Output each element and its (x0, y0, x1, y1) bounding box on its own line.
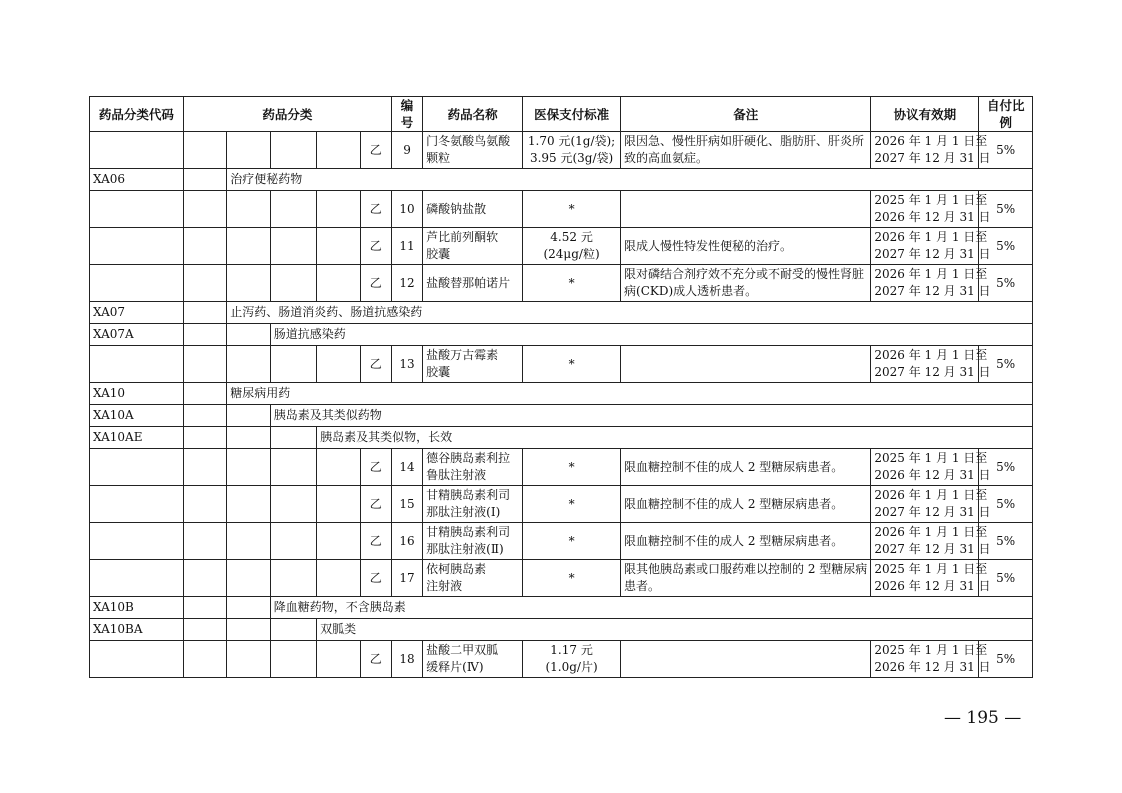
self-pay-ratio: 5% (979, 641, 1033, 678)
category-label: 胰岛素及其类似药物 (270, 405, 1032, 427)
category-code: XA10A (90, 405, 184, 427)
category-row (90, 169, 1033, 191)
payment-standard: * (523, 560, 621, 597)
note: 限成人慢性特发性便秘的治疗。 (621, 228, 871, 265)
insurance-type: 乙 (360, 560, 391, 597)
drug-number: 16 (391, 523, 422, 560)
drug-number: 15 (391, 486, 422, 523)
insurance-type: 乙 (360, 449, 391, 486)
table-row (90, 486, 1033, 523)
validity-period: 2026 年 1 月 1 日至 2027 年 12 月 31 日 (871, 523, 979, 560)
note (621, 641, 871, 678)
category-code: XA06 (90, 169, 184, 191)
self-pay-ratio: 5% (979, 560, 1033, 597)
note (621, 191, 871, 228)
category-row (90, 619, 1033, 641)
drug-number: 13 (391, 346, 422, 383)
self-pay-ratio: 5% (979, 191, 1033, 228)
self-pay-ratio: 5% (979, 265, 1033, 302)
payment-standard: * (523, 449, 621, 486)
drug-number: 17 (391, 560, 422, 597)
validity-period: 2025 年 1 月 1 日至 2026 年 12 月 31 日 (871, 641, 979, 678)
payment-standard: * (523, 486, 621, 523)
category-label: 双胍类 (317, 619, 1033, 641)
payment-standard: * (523, 523, 621, 560)
validity-period: 2025 年 1 月 1 日至 2026 年 12 月 31 日 (871, 191, 979, 228)
table-row (90, 449, 1033, 486)
drug-number: 12 (391, 265, 422, 302)
category-row (90, 597, 1033, 619)
drug-name: 甘精胰岛素利司 那肽注射液(Ⅱ) (423, 523, 523, 560)
drug-name: 盐酸二甲双胍 缓释片(Ⅳ) (423, 641, 523, 678)
validity-period: 2026 年 1 月 1 日至 2027 年 12 月 31 日 (871, 228, 979, 265)
category-code: XA10AE (90, 427, 184, 449)
table-header-row (90, 97, 1033, 132)
payment-standard: * (523, 265, 621, 302)
table-row (90, 132, 1033, 169)
table-row (90, 346, 1033, 383)
self-pay-ratio: 5% (979, 132, 1033, 169)
drug-number: 18 (391, 641, 422, 678)
payment-standard: 4.52 元 (24μg/粒) (523, 228, 621, 265)
insurance-type: 乙 (360, 132, 391, 169)
page-number: — 195 — (944, 708, 1022, 728)
note: 限血糖控制不佳的成人 2 型糖尿病患者。 (621, 449, 871, 486)
drug-number: 10 (391, 191, 422, 228)
category-row (90, 324, 1033, 346)
note: 限其他胰岛素或口服药难以控制的 2 型糖尿病患者。 (621, 560, 871, 597)
self-pay-ratio: 5% (979, 346, 1033, 383)
drug-name: 依柯胰岛素 注射液 (423, 560, 523, 597)
header-code: 药品分类代码 (90, 97, 184, 132)
note (621, 346, 871, 383)
insurance-type: 乙 (360, 641, 391, 678)
table-row (90, 191, 1033, 228)
drug-name: 盐酸万古霉素 胶囊 (423, 346, 523, 383)
drug-number: 11 (391, 228, 422, 265)
header-ratio: 自付比例 (979, 97, 1033, 132)
validity-period: 2026 年 1 月 1 日至 2027 年 12 月 31 日 (871, 346, 979, 383)
category-row (90, 427, 1033, 449)
drug-name: 芦比前列酮软 胶囊 (423, 228, 523, 265)
header-validity: 协议有效期 (871, 97, 979, 132)
note: 限因急、慢性肝病如肝硬化、脂肪肝、肝炎所致的高血氨症。 (621, 132, 871, 169)
category-code: XA10 (90, 383, 184, 405)
validity-period: 2025 年 1 月 1 日至 2026 年 12 月 31 日 (871, 449, 979, 486)
category-code: XA07 (90, 302, 184, 324)
drug-name: 甘精胰岛素利司 那肽注射液(Ⅰ) (423, 486, 523, 523)
header-number: 编号 (391, 97, 422, 132)
validity-period: 2025 年 1 月 1 日至 2026 年 12 月 31 日 (871, 560, 979, 597)
category-label: 胰岛素及其类似物，长效 (317, 427, 1033, 449)
header-payment: 医保支付标准 (523, 97, 621, 132)
insurance-type: 乙 (360, 265, 391, 302)
table-row (90, 560, 1033, 597)
table-row (90, 641, 1033, 678)
insurance-type: 乙 (360, 228, 391, 265)
insurance-type: 乙 (360, 191, 391, 228)
category-code: XA10B (90, 597, 184, 619)
category-row (90, 302, 1033, 324)
drug-name: 磷酸钠盐散 (423, 191, 523, 228)
category-row (90, 383, 1033, 405)
insurance-type: 乙 (360, 346, 391, 383)
category-code: XA10BA (90, 619, 184, 641)
table-row (90, 265, 1033, 302)
category-label: 止泻药、肠道消炎药、肠道抗感染药 (227, 302, 1033, 324)
drug-number: 14 (391, 449, 422, 486)
drug-name: 门冬氨酸鸟氨酸 颗粒 (423, 132, 523, 169)
drug-name: 德谷胰岛素利拉 鲁肽注射液 (423, 449, 523, 486)
payment-standard: * (523, 191, 621, 228)
table-row (90, 523, 1033, 560)
drug-number: 9 (391, 132, 422, 169)
category-label: 治疗便秘药物 (227, 169, 1033, 191)
payment-standard: * (523, 346, 621, 383)
insurance-type: 乙 (360, 523, 391, 560)
category-code: XA07A (90, 324, 184, 346)
self-pay-ratio: 5% (979, 228, 1033, 265)
drug-catalog-table (89, 96, 1033, 678)
insurance-type: 乙 (360, 486, 391, 523)
self-pay-ratio: 5% (979, 523, 1033, 560)
header-note: 备注 (621, 97, 871, 132)
validity-period: 2026 年 1 月 1 日至 2027 年 12 月 31 日 (871, 486, 979, 523)
category-label: 糖尿病用药 (227, 383, 1033, 405)
payment-standard: 1.70 元(1g/袋); 3.95 元(3g/袋) (523, 132, 621, 169)
category-label: 降血糖药物，不含胰岛素 (270, 597, 1032, 619)
header-name: 药品名称 (423, 97, 523, 132)
note: 限对磷结合剂疗效不充分或不耐受的慢性肾脏病(CKD)成人透析患者。 (621, 265, 871, 302)
table-row (90, 228, 1033, 265)
drug-name: 盐酸替那帕诺片 (423, 265, 523, 302)
note: 限血糖控制不佳的成人 2 型糖尿病患者。 (621, 486, 871, 523)
payment-standard: 1.17 元 (1.0g/片) (523, 641, 621, 678)
header-category: 药品分类 (183, 97, 391, 132)
validity-period: 2026 年 1 月 1 日至 2027 年 12 月 31 日 (871, 132, 979, 169)
category-label: 肠道抗感染药 (270, 324, 1032, 346)
validity-period: 2026 年 1 月 1 日至 2027 年 12 月 31 日 (871, 265, 979, 302)
note: 限血糖控制不佳的成人 2 型糖尿病患者。 (621, 523, 871, 560)
category-row (90, 405, 1033, 427)
self-pay-ratio: 5% (979, 486, 1033, 523)
self-pay-ratio: 5% (979, 449, 1033, 486)
